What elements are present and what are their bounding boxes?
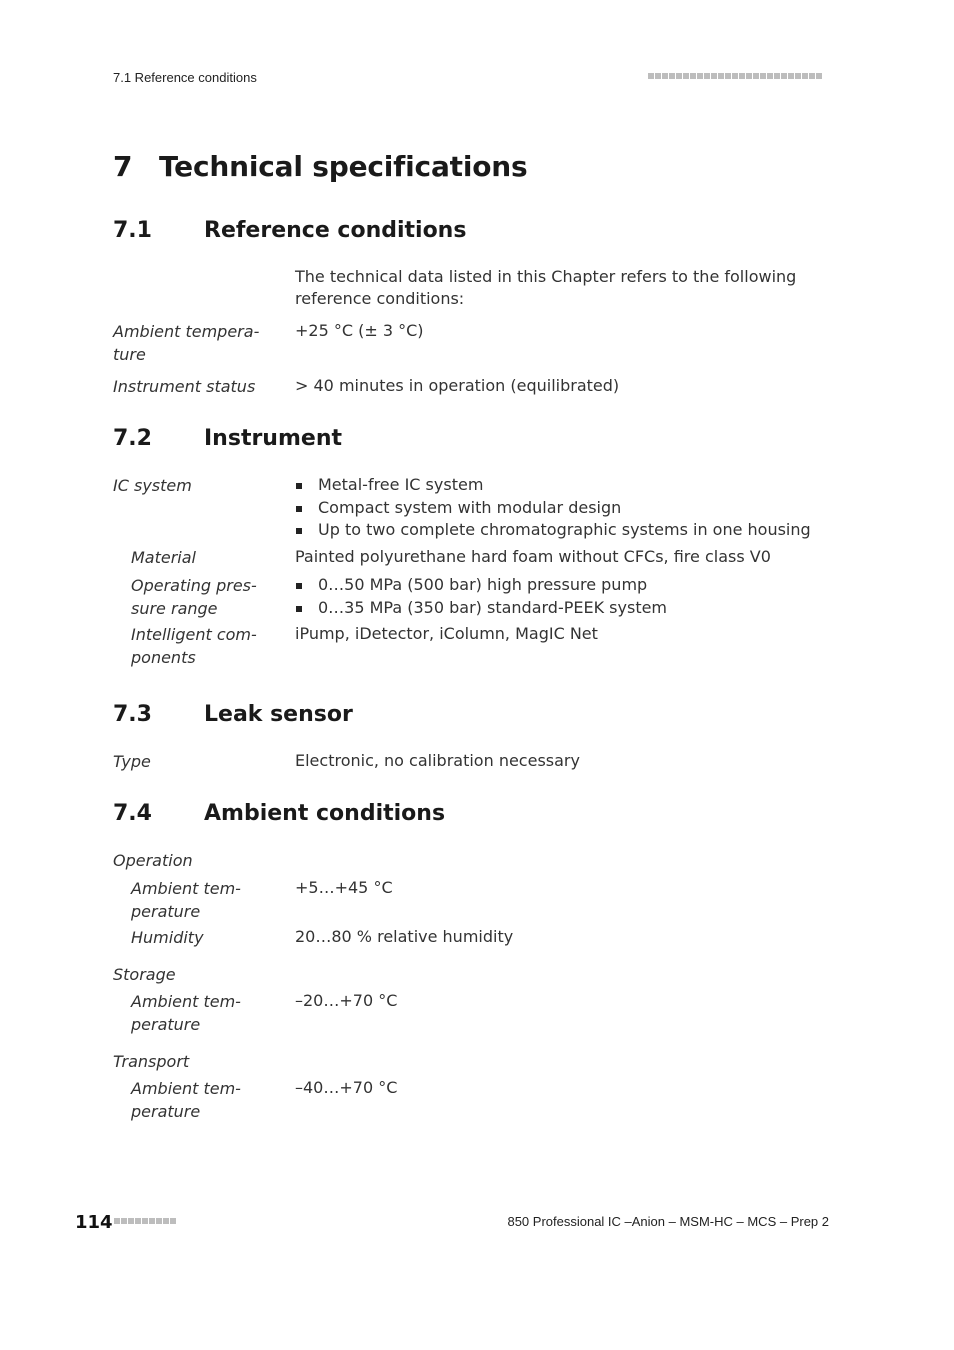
list-item: Metal-free IC system — [295, 474, 835, 497]
list-item: Up to two complete chromatographic systems in one housing — [295, 519, 835, 542]
transport-temperature-value: –40…+70 °C — [295, 1078, 398, 1097]
storage-temperature-label: Ambient tem-perature — [131, 992, 241, 1034]
intelligent-components-label: Intelligent com-ponents — [131, 625, 257, 667]
material-value: Painted polyurethane hard foam without CFCs, fire class V0 — [295, 547, 771, 566]
chapter-title — [113, 150, 527, 183]
document-title: 850 Professional IC –Anion – MSM-HC – MCS – Prep 2 — [507, 1214, 829, 1229]
list-item: 0…50 MPa (500 bar) high pressure pump — [295, 574, 835, 597]
ambient-temperature-value: +25 °C (± 3 °C) — [295, 321, 424, 340]
section-number: 7.4 — [113, 801, 152, 826]
section-number: 7.2 — [113, 426, 152, 451]
section-number: 7.1 — [113, 218, 152, 243]
section-title-text: Leak sensor — [204, 702, 353, 727]
section-title-7-1 — [113, 218, 466, 243]
transport-temperature-label: Ambient tem-perature — [131, 1079, 241, 1121]
section-title-7-2 — [113, 426, 342, 451]
operation-temperature-label: Ambient tem-perature — [131, 879, 241, 921]
storage-label: Storage — [113, 965, 176, 984]
section-title-text: Reference conditions — [204, 218, 467, 243]
page-number: 114 — [75, 1212, 113, 1233]
section-number: 7.3 — [113, 702, 152, 727]
humidity-value: 20…80 % relative humidity — [295, 927, 514, 946]
footer-decoration — [114, 1218, 176, 1224]
header-decoration — [648, 73, 822, 79]
section-title-7-3 — [113, 702, 353, 727]
operation-temperature-value: +5…+45 °C — [295, 878, 393, 897]
storage-temperature-value: –20…+70 °C — [295, 991, 398, 1010]
ambient-temperature-label: Ambient tempera-ture — [113, 322, 260, 364]
material-label: Material — [131, 548, 196, 567]
list-item: 0…35 MPa (350 bar) standard-PEEK system — [295, 597, 835, 620]
leak-type-label: Type — [113, 752, 151, 771]
chapter-number: 7 — [113, 150, 133, 183]
intelligent-components-value: iPump, iDetector, iColumn, MagIC Net — [295, 624, 598, 643]
chapter-title-text: Technical specifications — [159, 150, 528, 183]
instrument-status-label: Instrument status — [113, 377, 256, 396]
humidity-label: Humidity — [131, 928, 204, 947]
leak-type-value: Electronic, no calibration necessary — [295, 751, 580, 770]
section-title-7-4 — [113, 801, 445, 826]
running-header: 7.1 Reference conditions — [113, 70, 257, 85]
pressure-range-label: Operating pres-sure range — [131, 576, 257, 618]
reference-intro: The technical data listed in this Chapter refers to the following reference conditions: — [295, 267, 797, 308]
section-title-text: Instrument — [204, 426, 342, 451]
ic-system-list — [295, 474, 835, 542]
transport-label: Transport — [113, 1052, 190, 1071]
operation-label: Operation — [113, 851, 193, 870]
instrument-status-value: > 40 minutes in operation (equilibrated) — [295, 376, 620, 395]
section-title-text: Ambient conditions — [204, 801, 446, 826]
ic-system-label: IC system — [113, 476, 192, 495]
pressure-range-list — [295, 574, 835, 619]
list-item: Compact system with modular design — [295, 497, 835, 520]
